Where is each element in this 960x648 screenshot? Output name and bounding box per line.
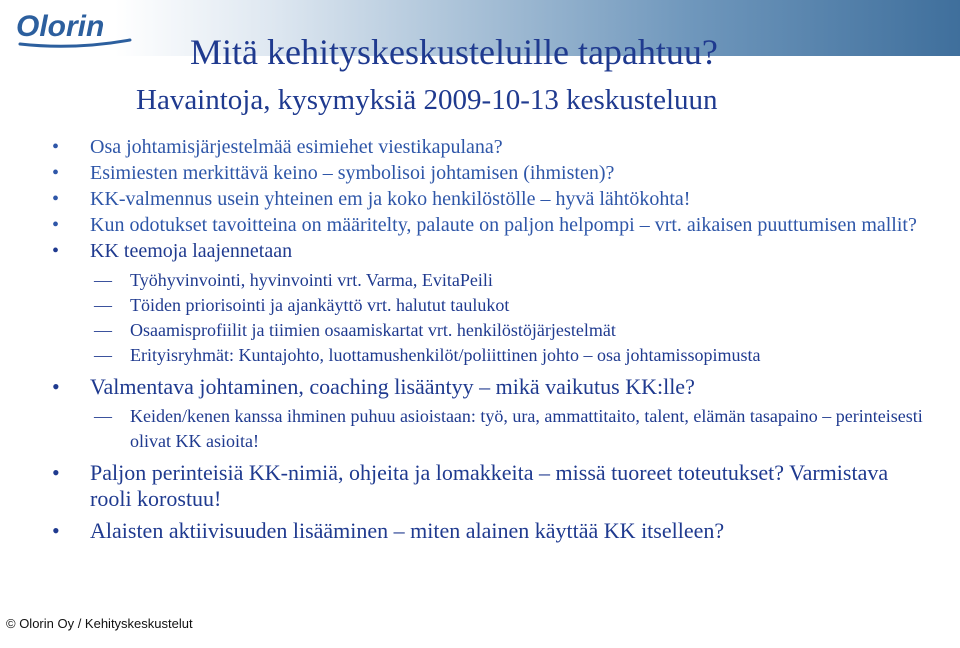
slide-title: Mitä kehityskeskusteluille tapahtuu? [190,32,718,72]
bullet-icon: • [52,518,60,543]
dash-icon: — [94,295,112,315]
list-item: • Paljon perinteisiä KK-nimiä, ohjeita ja lomakkeita – missä tuoreet toteutukset? Varmistava rooli korostuu! [52,460,889,511]
list-item: • Osa johtamisjärjestelmää esimiehet viestikapulana? [52,136,503,158]
list-item: • Alaisten aktiivisuuden lisääminen – miten alainen käyttää KK itselleen? [52,518,725,543]
bullet-list [52,134,932,544]
dash-icon: — [94,345,112,365]
svg-text:Olorin: Olorin [16,10,105,43]
list-item: • Valmentava johtaminen, coaching lisääntyy – mikä vaikutus KK:lle? [52,374,695,399]
list-item: • KK-valmennus usein yhteinen em ja koko henkilöstölle – hyvä lähtökohta! [52,188,691,210]
bullet-icon: • [52,136,60,158]
sub-list-item: — Keiden/kenen kanssa ihminen puhuu asioistaan: työ, ura, ammattitaito, talent, elämän tasapaino – perinteisesti olivat KK asioita! [94,406,923,451]
sub-list-item: — Osaamisprofiilit ja tiimien osaamiskartat vrt. henkilöstöjärjestelmät [52,318,932,343]
sub-list-item: — Erityisryhmät: Kuntajohto, luottamushenkilöt/poliittinen johto – osa johtamissopimusta [52,343,932,368]
list-item: • Kun odotukset tavoitteina on määritelty, palaute on paljon helpompi – vrt. aikaisen puuttumisen mallit? [52,214,917,236]
footer-copyright: © Olorin Oy / Kehityskeskustelut [6,616,193,631]
sub-list-item: — Työhyvinvointi, hyvinvointi vrt. Varma, EvitaPeili [52,268,932,293]
bullet-icon: • [52,162,60,184]
dash-icon: — [94,270,112,290]
list-item: • Esimiesten merkittävä keino – symbolisoi johtamisen (ihmisten)? [52,162,615,184]
list-item: • KK teemoja laajennetaan [52,240,293,262]
dash-icon: — [94,406,112,426]
olorin-logo [14,6,134,50]
dash-icon: — [94,320,112,340]
bullet-icon: • [52,214,60,236]
bullet-icon: • [52,240,60,262]
bullet-icon: • [52,374,60,399]
slide-subtitle: Havaintoja, kysymyksiä 2009-10-13 keskusteluun [136,84,718,116]
sub-list-item: — Töiden priorisointi ja ajankäyttö vrt. halutut taulukot [52,293,932,318]
bullet-icon: • [52,460,60,485]
bullet-icon: • [52,188,60,210]
